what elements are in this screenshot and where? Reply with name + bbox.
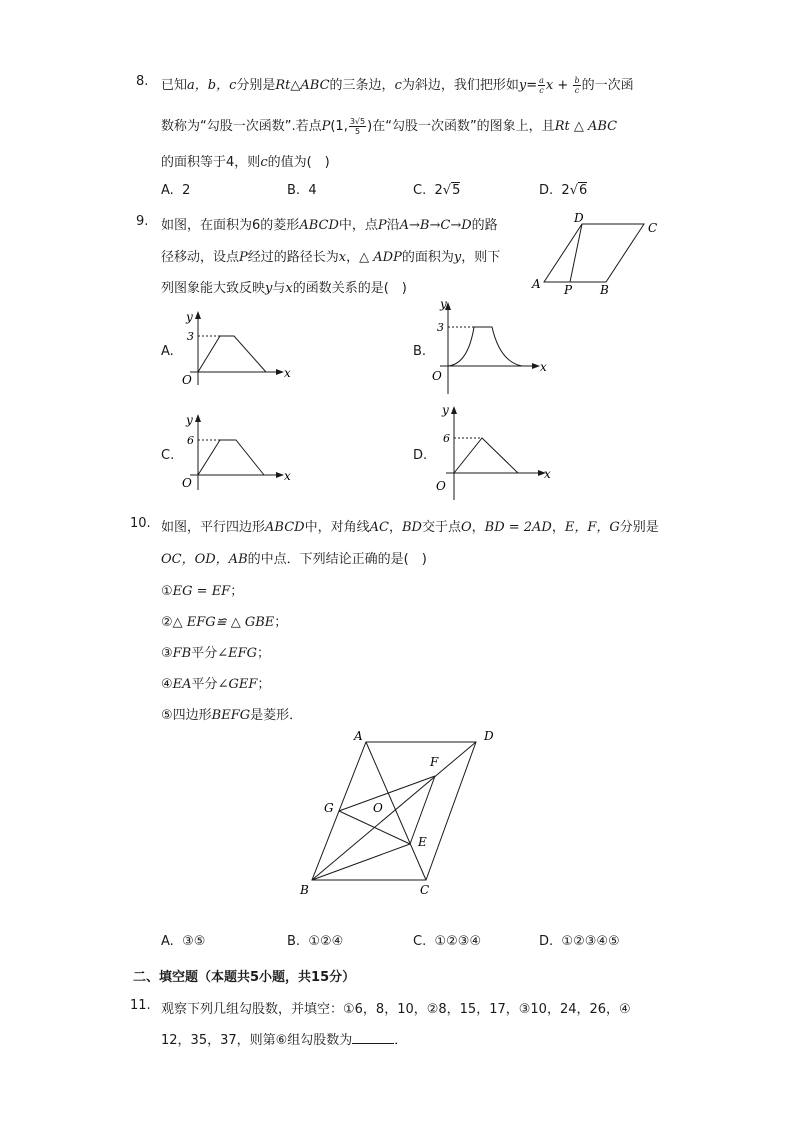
q10-statement-5: ⑤四边形BEFG是菱形． [161,708,303,723]
q9-graph-a[interactable] [178,305,308,395]
svg-text:O: O [182,476,192,490]
svg-text:x: x [544,467,551,481]
q10-option-d[interactable]: D. ①②③④⑤ [539,934,620,949]
q10-option-b[interactable]: B. ①②④ [287,934,344,949]
svg-text:O: O [436,479,446,493]
svg-text:3: 3 [187,330,194,343]
q10-option-a[interactable]: A. ③⑤ [161,934,206,949]
rhombus-ABCD [544,224,644,282]
q10-statement-1: ①EG = EF； [161,584,244,599]
q8-option-a[interactable]: A. 2 [161,183,191,198]
fraction-a-over-c: $\frac{a}{c}$ [539,76,544,95]
label-D: D [484,729,494,743]
section-fill-in-title: 二、填空题（本题共5小题，共15分） [133,970,356,985]
svg-text:x: x [284,366,291,380]
q8-line-1: 已知a，b，c分别是Rt△ABC的三条边，c为斜边，我们把形如y= $\frac{a}{c}$ x + $\frac{b}{c}$ 的一次函 [161,76,634,95]
q10-statement-2: ②△ EFG≌ △ GBE； [161,615,288,630]
q8-option-d[interactable]: D. 2√6 [539,183,588,198]
svg-text:O: O [182,373,192,387]
svg-text:3: 3 [437,321,444,334]
svg-text:O: O [432,369,442,383]
label-P: P [564,283,573,297]
label-G: G [324,801,334,815]
q8-line-3: 的面积等于4，则c的值为( ) [161,155,330,170]
svg-text:y: y [442,403,449,417]
answer-blank[interactable] [352,1033,394,1044]
q9-line-3: 列图象能大致反映y与x的函数关系的是( ) [161,281,407,296]
svg-text:x: x [284,469,291,483]
q10-statement-3: ③FB平分∠EFG； [161,646,271,661]
q9-line-2: 径移动，设点P经过的路径长为x，△ ADP的面积为y，则下 [161,250,501,265]
fraction-b-over-c: $\frac{b}{c}$ [574,76,580,95]
q10-line-2: OC，OD，AB的中点．下列结论正确的是( ) [161,552,427,567]
q11-line-2: 12，35，37，则第⑥组勾股数为 ． [161,1033,408,1048]
label-C: C [648,221,658,235]
label-F: F [430,755,439,769]
q9-rhombus-figure [528,208,668,298]
fraction-3root5-over-5: $\frac{3√5}{5}$ [349,117,366,136]
segment-GE [339,811,410,844]
q8-option-c[interactable]: C. 2√5 [413,183,461,198]
svg-text:y: y [440,297,447,311]
q10-parallelogram-figure [294,722,504,898]
q9-graph-d[interactable] [428,400,558,502]
q9-option-d-label[interactable]: D. [413,448,428,463]
svg-text:6: 6 [187,434,194,447]
q8-line-2: 数称为“勾股一次函数”.若点P(1, $\frac{3√5}{5}$ )在“勾股一次函数”的图象上，且Rt △ ABC [161,117,618,136]
svg-text:y: y [186,310,193,324]
q9-number: 9. [136,214,149,229]
q9-option-a-label[interactable]: A. [161,344,174,359]
svg-text:6: 6 [443,432,450,445]
q9-line-1: 如图，在面积为6的菱形ABCD中，点P沿A→B→C→D的路 [161,218,498,233]
q9-option-c-label[interactable]: C. [161,448,175,463]
svg-text:x: x [540,360,547,374]
q10-line-1: 如图，平行四边形ABCD中，对角线AC，BD交于点O，BD = 2AD，E，F，G分别是 [161,520,659,535]
q8-option-b[interactable]: B. 4 [287,183,317,198]
segment-BE [312,844,410,880]
q10-statement-4: ④EA平分∠GEF； [161,677,271,692]
label-B: B [600,283,609,297]
segment-EF [410,776,435,844]
label-C: C [420,883,430,897]
label-O: O [373,801,383,815]
label-E: E [418,835,427,849]
q11-number: 11. [130,998,151,1013]
label-D: D [574,211,584,225]
q10-option-c[interactable]: C. ①②③④ [413,934,482,949]
label-B: B [300,883,309,897]
q9-option-b-label[interactable]: B. [413,344,427,359]
label-A: A [532,277,541,291]
q8-number: 8. [136,74,149,89]
q10-number: 10. [130,516,151,531]
segment-GF [339,776,435,811]
label-A: A [354,729,363,743]
q11-line-1: 观察下列几组勾股数，并填空：①6，8，10，②8，15，17，③10，24，26，④ [161,1002,631,1017]
q9-graph-b[interactable] [428,296,558,396]
q9-graph-c[interactable] [178,408,308,493]
svg-text:y: y [186,413,193,427]
